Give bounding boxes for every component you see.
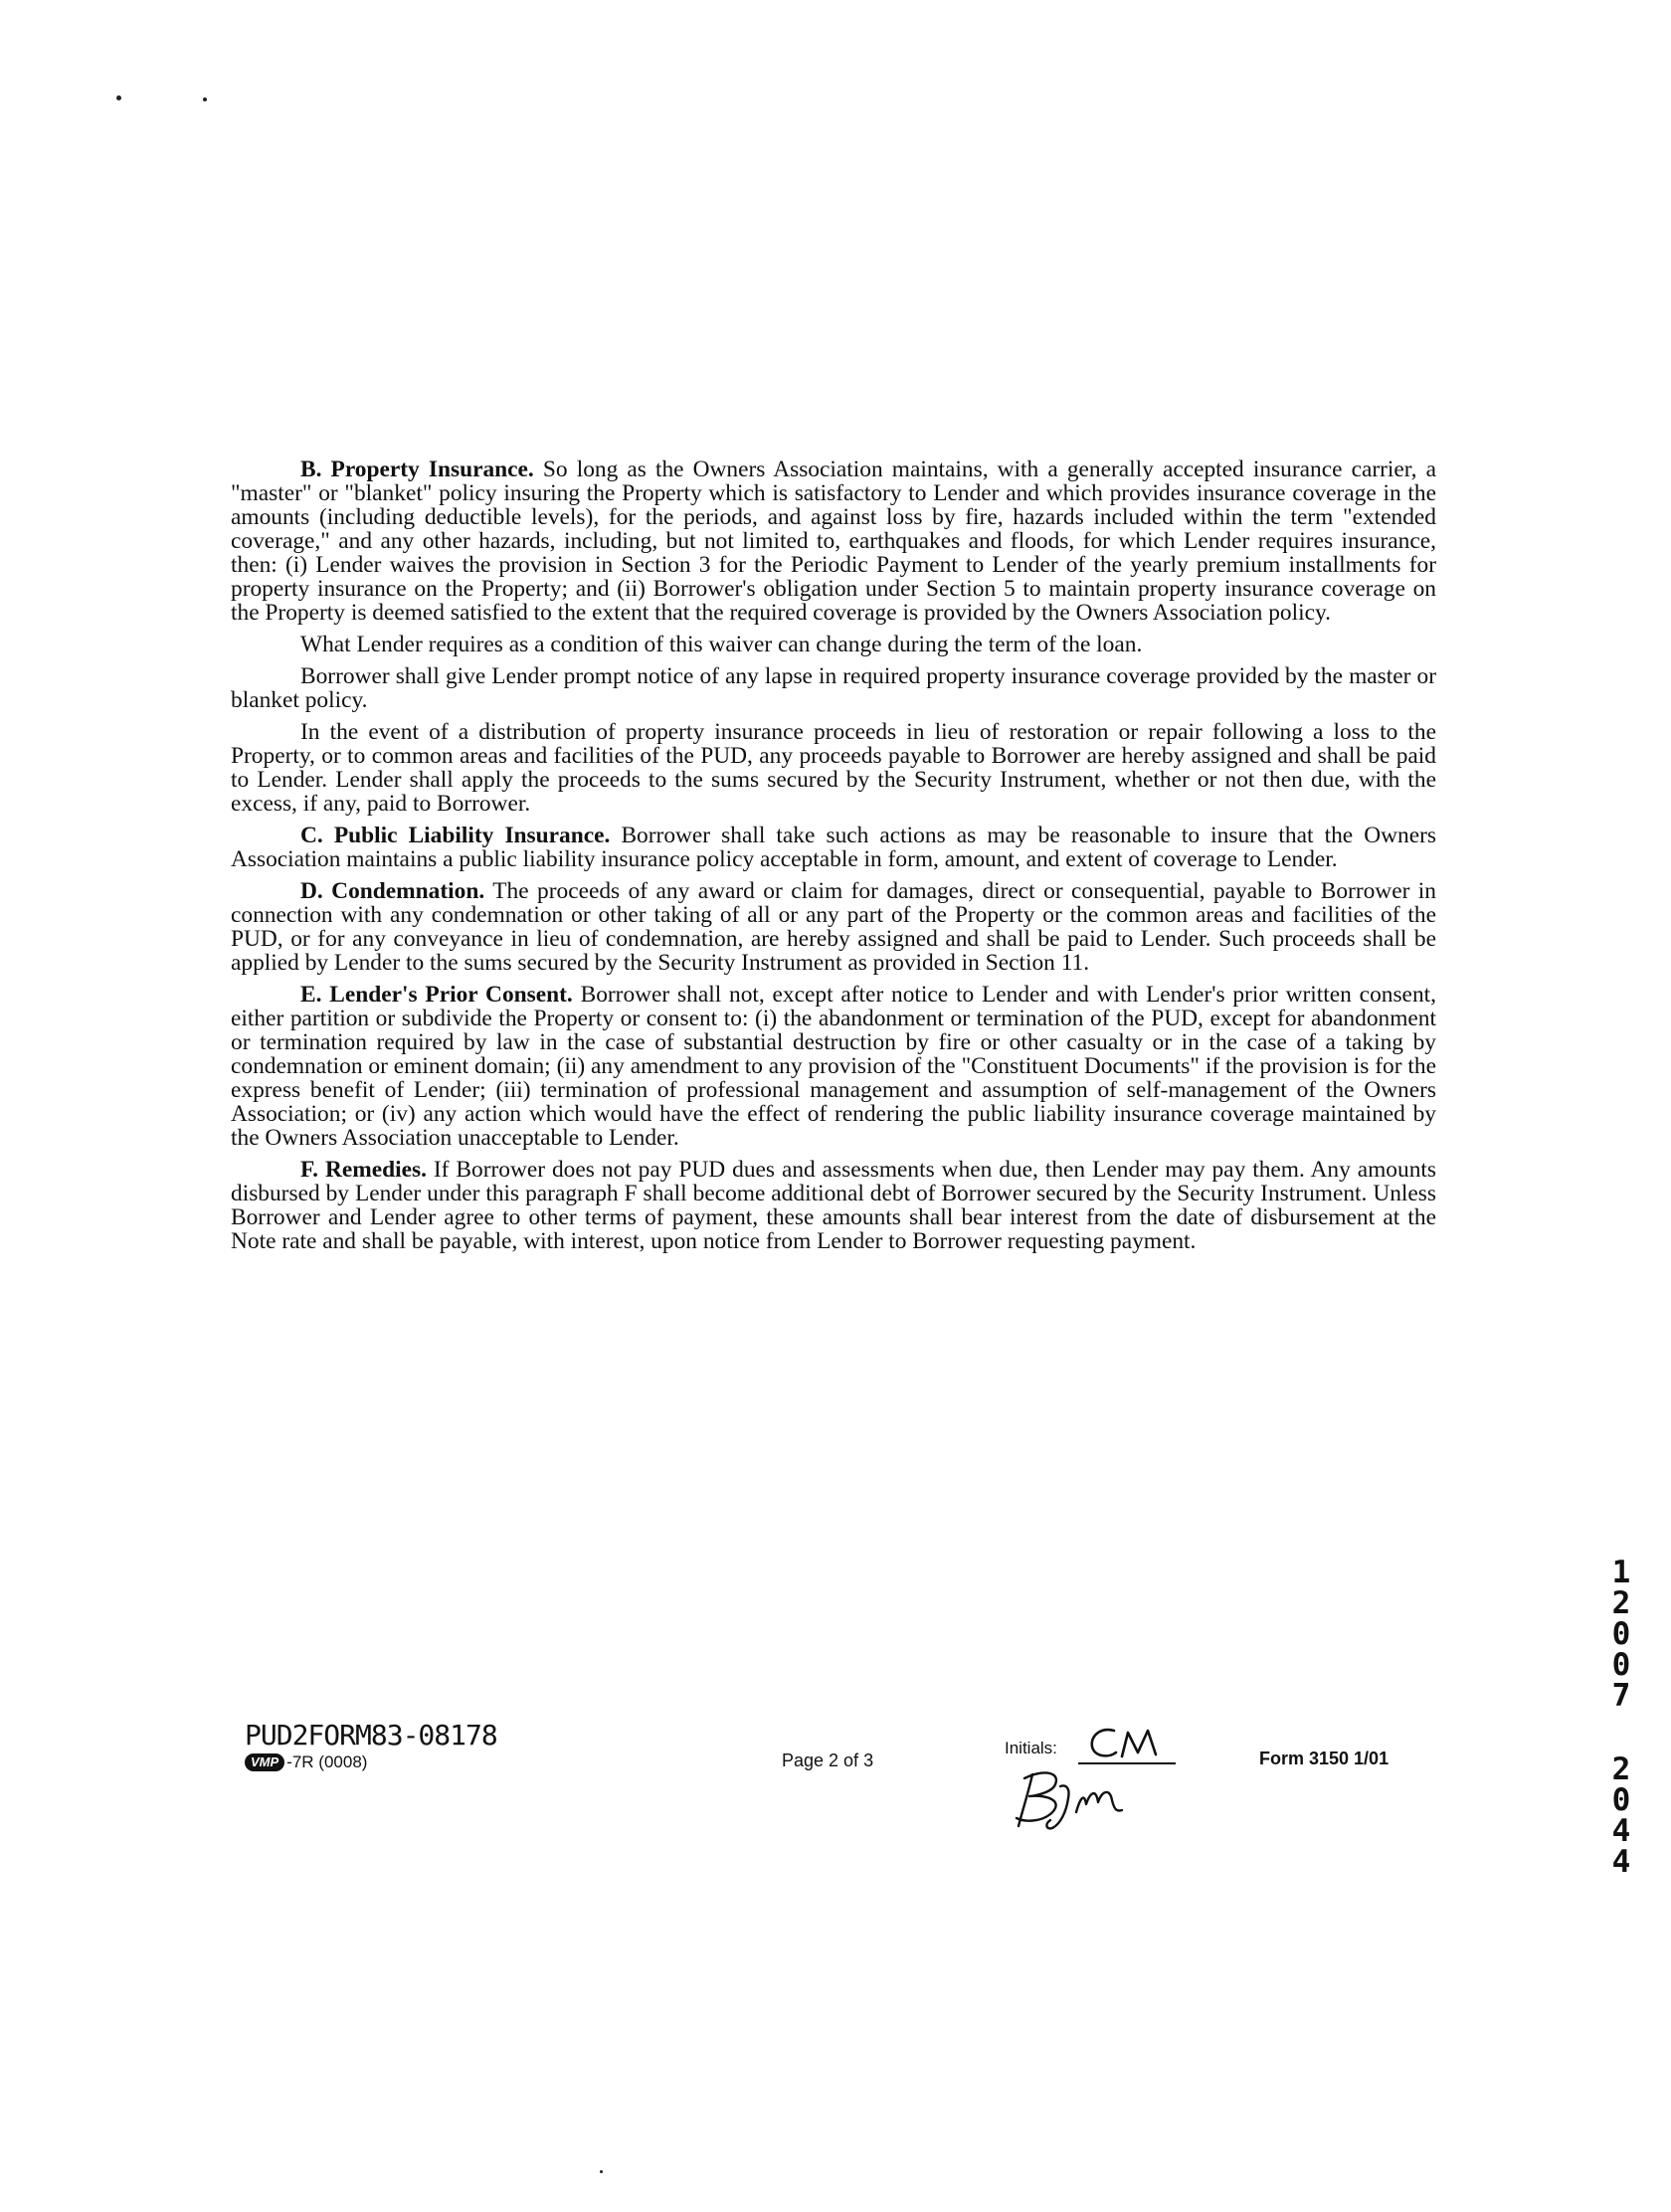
paragraph-distribution (231, 720, 1436, 816)
scan-speck (116, 95, 121, 100)
vmp-logo: VMP (245, 1753, 284, 1771)
scan-speck (600, 2170, 603, 2173)
paragraph-prior-consent (231, 983, 1436, 1150)
stamp-digit: 0 (1611, 1782, 1631, 1818)
paragraph-property-insurance (231, 458, 1436, 625)
vmp-code (245, 1752, 367, 1772)
stamp-digit: 0 (1611, 1616, 1631, 1652)
scan-speck (203, 97, 207, 101)
form-code: PUD2FORM83-08178 (245, 1719, 497, 1751)
section-text: The proceeds of any award or claim for damages, direct or consequential, payable to Borrower in connection with any condemnation or other taking of all or any part of the Property or the common areas and facilities of the PUD, or for any conveyance in lieu of condemnation, are hereby assigned and shall be paid to Lender. Such proceeds shall be applied by Lender to the sums secured by the Security Instrument as provided in Section 11. (231, 878, 1436, 976)
stamp-digit: 2 (1611, 1751, 1631, 1787)
stamp-digit: 2 (1611, 1585, 1631, 1621)
stamp-digit: 4 (1611, 1844, 1631, 1880)
section-text: Borrower shall not, except after notice to Lender and with Lender's prior written consent, either partition or subdivide the Property or consent to: (i) the abandonment or termination of the PUD, except for abandonment or termination required by law in the case of substantial destruction by fire or other casualty or in the case of a taking by condemnation or eminent domain; (ii) any amendment to any provision of the "Constituent Documents" if the provision is for the express benefit of Lender; (iii) termination of professional management and assumption of self-management of the Owners Association; or (iv) any action which would have the effect of rendering the public liability insurance coverage maintained by the Owners Association unacceptable to Lender. (231, 982, 1436, 1151)
stamp-digit: 4 (1611, 1813, 1631, 1849)
stamp-digit: 0 (1611, 1647, 1631, 1683)
paragraph-public-liability (231, 824, 1436, 871)
section-heading: E. Lender's Prior Consent. (300, 982, 573, 1008)
section-text: If Borrower does not pay PUD dues and assessments when due, then Lender may pay them. Any amounts disbursed by Lender under this paragraph F shall become additional debt of Borrower secured by the Security Instrument. Unless Borrower and Lender agree to other terms of payment, these amounts shall bear interest from the date of disbursement at the Note rate and shall be payable, with interest, upon notice from Lender to Borrower requesting payment. (231, 1157, 1436, 1254)
stamp-gap (1601, 1712, 1641, 1754)
document-body (231, 458, 1436, 1261)
stamp-digit: 7 (1611, 1678, 1631, 1714)
section-text: Borrower shall take such actions as may be reasonable to insure that the Owners Association maintains a public liability insurance policy acceptable in form, amount, and extent of coverage to Lender. (231, 823, 1436, 872)
section-heading: B. Property Insurance. (300, 457, 534, 482)
section-text: What Lender requires as a condition of this waiver can change during the term of the loan. (300, 632, 1143, 657)
document-number-stamp (1601, 1555, 1641, 1880)
paragraph-condemnation (231, 879, 1436, 975)
section-heading: F. Remedies. (300, 1157, 427, 1183)
initials-label: Initials: (1005, 1739, 1057, 1757)
paragraph-remedies (231, 1158, 1436, 1253)
vmp-code-text: -7R (0008) (286, 1752, 368, 1771)
section-text: So long as the Owners Association maintains, with a generally accepted insurance carrier, a "master" or "blanket" policy insuring the Property which is satisfactory to Lender and which provides insurance coverage in the amounts (including deductible levels), for the periods, and against loss by fire, hazards included within the term "extended coverage," and any other hazards, including, but not limited to, earthquakes and floods, for which Lender requires insurance, then: (i) Lender waives the provision in Section 3 for the Periodic Payment to Lender of the yearly premium installments for property insurance on the Property; and (ii) Borrower's obligation under Section 5 to maintain property insurance coverage on the Property is deemed satisfied to the extent that the required coverage is provided by the Owners Association policy. (231, 457, 1436, 626)
section-heading: D. Condemnation. (300, 878, 485, 904)
section-text: Borrower shall give Lender prompt notice of any lapse in required property insurance coverage provided by the master or blanket policy. (231, 663, 1436, 713)
form-number: Form 3150 1/01 (1259, 1749, 1390, 1768)
page-number: Page 2 of 3 (782, 1751, 874, 1770)
paragraph-waiver-condition (231, 633, 1436, 656)
paragraph-lapse-notice (231, 664, 1436, 712)
section-heading: C. Public Liability Insurance. (300, 823, 611, 848)
section-text: In the event of a distribution of property insurance proceeds in lieu of restoration or repair following a loss to the Property, or to common areas and facilities of the PUD, any proceeds payable to Borrower are hereby assigned and shall be paid to Lender. Lender shall apply the proceeds to the sums secured by the Security Instrument, whether or not then due, with the excess, if any, paid to Borrower. (231, 719, 1436, 817)
stamp-digit: 1 (1611, 1555, 1631, 1590)
signature-initials-bjm (1011, 1764, 1160, 1834)
signature-initials-cm (1086, 1723, 1176, 1762)
